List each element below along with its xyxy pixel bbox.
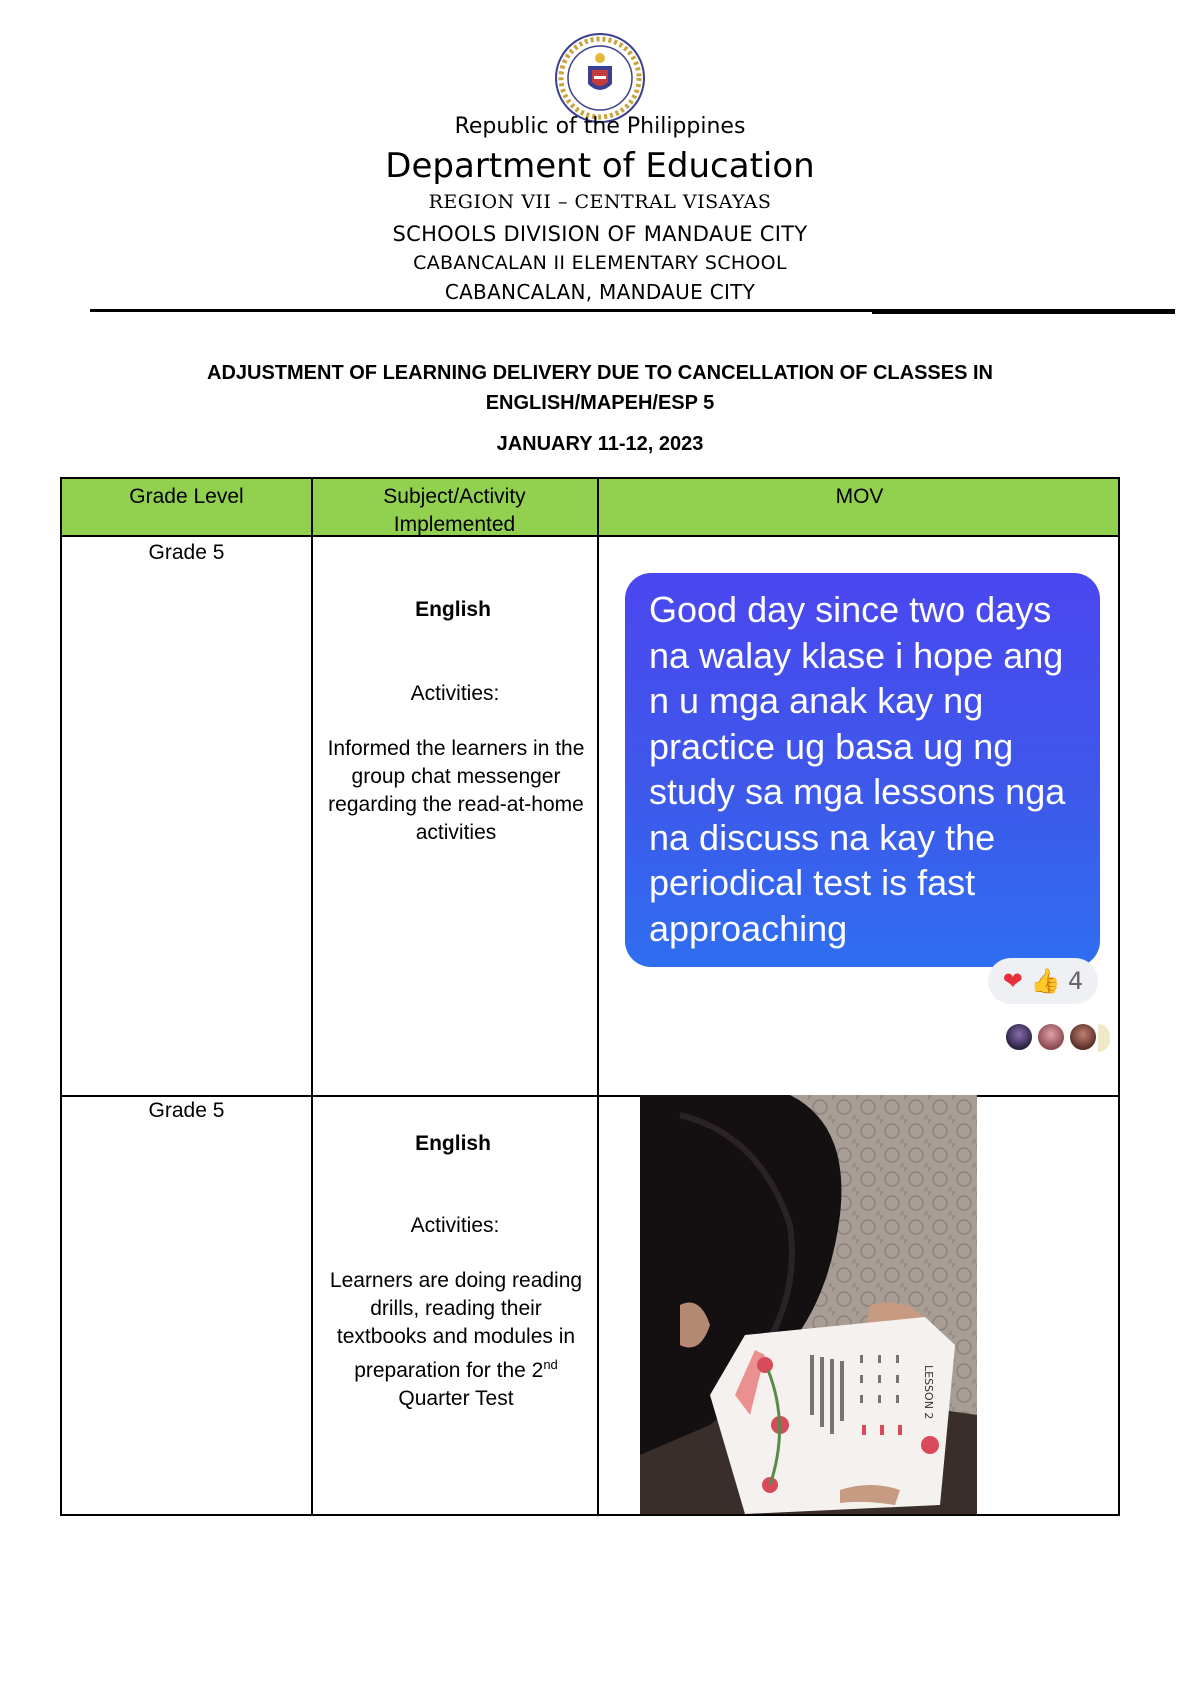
row2-grade: Grade 5 <box>148 1099 225 1122</box>
heart-icon: ❤ <box>1002 967 1023 995</box>
row1-activity-text: Informed the learners in the group chat messenger regarding the read-at-home activities <box>327 737 585 844</box>
row2-activity-text: Learners are doing reading drills, reading their textbooks and modules in preparation for the 2nd Quarter Test <box>329 1269 583 1410</box>
region-line: REGION VII – CENTRAL VISAYAS <box>428 191 772 213</box>
seen-avatar-icon <box>1036 1022 1066 1052</box>
header-subject-activity: Subject/Activity Implemented <box>383 485 526 536</box>
reaction-count: 4 <box>1068 967 1084 995</box>
header-mov: MOV <box>835 485 884 508</box>
row2-activities-label: Activities: <box>410 1214 500 1237</box>
row1-grade: Grade 5 <box>148 541 225 564</box>
chat-message-bubble <box>625 573 1100 967</box>
module-lesson-label: LESSON 2 <box>922 1365 935 1420</box>
thumbs-up-icon: 👍 <box>1030 967 1061 995</box>
school-address: CABANCALAN, MANDAUE CITY <box>444 280 756 304</box>
row2-subject: English <box>415 1132 491 1155</box>
column-divider <box>311 479 313 1514</box>
message-reactions <box>988 958 1098 1004</box>
division-line: SCHOOLS DIVISION OF MANDAUE CITY <box>392 222 808 246</box>
department-name: Department of Education <box>385 146 815 186</box>
document-title: ADJUSTMENT OF LEARNING DELIVERY DUE TO CANCELLATION OF CLASSES IN ENGLISH/MAPEH/ESP 5 <box>207 362 993 414</box>
school-name: CABANCALAN II ELEMENTARY SCHOOL <box>413 252 787 274</box>
header-grade-level: Grade Level <box>129 485 244 508</box>
row1-activities-label: Activities: <box>410 682 500 705</box>
seen-avatar-icon <box>1004 1022 1034 1052</box>
republic-line: Republic of the Philippines <box>454 114 746 139</box>
learner-reading-photo <box>640 1095 977 1514</box>
column-divider <box>597 479 599 1514</box>
chat-message-text: Good day since two days na walay klase i hope ang n u mga anak kay ng practice ug basa ug ng study sa mga lessons nga na discuss na kay the periodical test is fast approaching <box>649 589 1066 949</box>
letterhead-divider-accent <box>872 310 1175 314</box>
deped-seal-icon <box>554 32 646 124</box>
seen-avatar-icon <box>1068 1022 1098 1052</box>
row1-subject: English <box>415 598 491 621</box>
document-date: JANUARY 11-12, 2023 <box>496 433 704 455</box>
